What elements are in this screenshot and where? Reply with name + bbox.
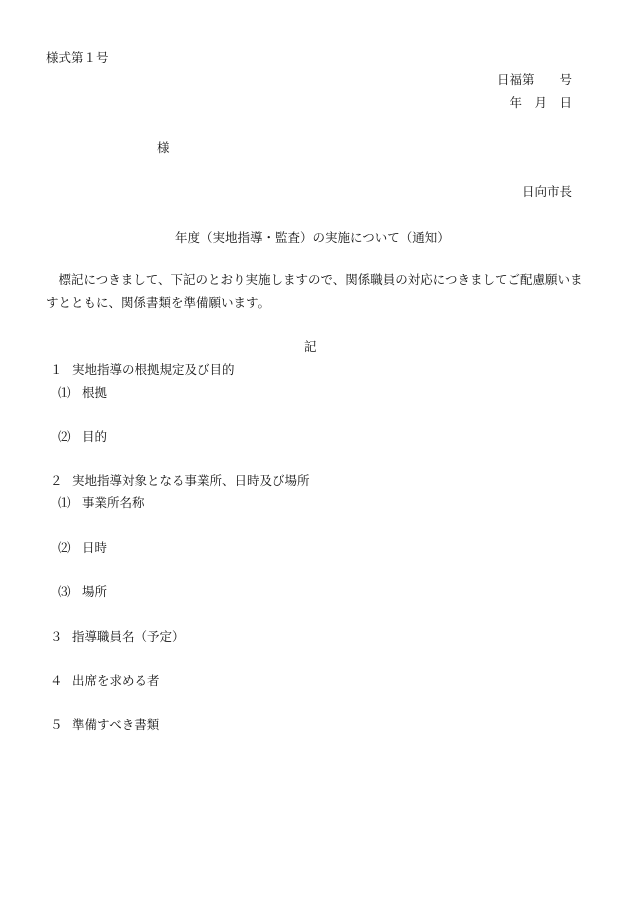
section-number: １ [50,362,63,377]
subsection-number: ⑵ [58,540,71,555]
section-number: ３ [50,629,63,644]
section-2-sub-3 [58,584,107,600]
subsection-number: ⑴ [58,385,71,400]
sender-name: 日向市長 [521,184,572,199]
section-2-sub-1 [58,495,145,511]
document-number: 日福第 号 [496,72,572,87]
section-label: 実地指導対象となる事業所、日時及び場所 [72,473,310,488]
section-label: 実地指導の根拠規定及び目的 [72,362,235,377]
body-paragraph [46,268,584,314]
section-label: 指導職員名（予定） [72,629,185,644]
form-number: 様式第１号 [46,50,109,65]
section-3 [50,629,185,645]
section-number: ４ [50,673,63,688]
subsection-label: 日時 [82,540,108,555]
subsection-label: 目的 [82,429,108,444]
section-1 [50,362,235,378]
section-number: ２ [50,473,63,488]
subsection-number: ⑶ [58,584,71,599]
subsection-label: 事業所名称 [82,495,145,510]
section-label: 準備すべき書類 [72,717,160,732]
section-1-sub-1 [58,385,107,401]
section-number: ５ [50,717,63,732]
subsection-number: ⑵ [58,429,71,444]
body-line-2: すとともに、関係書類を準備願います。 [46,295,271,310]
subsection-number: ⑴ [58,495,71,510]
section-2 [50,473,310,489]
subsection-label: 場所 [82,584,108,599]
section-2-sub-2 [58,540,107,556]
section-5 [50,717,159,733]
addressee: 様 [157,140,170,155]
section-1-sub-2 [58,429,107,445]
document-title: 年度（実地指導・監査）の実施について（通知） [175,230,450,245]
subsection-label: 根拠 [82,385,108,400]
date-line: 年 月 日 [509,95,572,110]
body-line-1: 標記につきまして、下記のとおり実施しますので、関係職員の対応につきましてご配慮願いま [46,272,583,287]
ki-heading: 記 [304,339,317,354]
section-label: 出席を求める者 [72,673,160,688]
section-4 [50,673,160,689]
